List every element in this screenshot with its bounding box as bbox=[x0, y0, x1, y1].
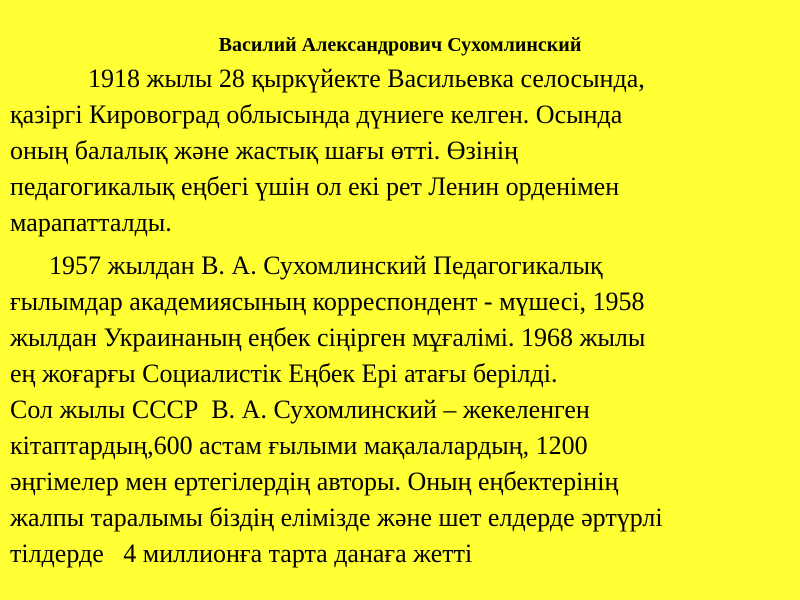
body-text-line: әңгімелер мен ертегілердің авторы. Оның еңбектерінің bbox=[10, 467, 619, 496]
body-text-line: қазіргі Кировоград облысында дүниеге келген. Осында bbox=[10, 100, 623, 129]
body-text-line: педагогикалық еңбегі үшін ол екі рет Ленин орденімен bbox=[10, 172, 620, 201]
body-text-line: оның балалық және жастық шағы өтті. Өзінің bbox=[10, 136, 519, 165]
body-text-line: марапатталды. bbox=[10, 208, 172, 237]
body-text-line: кітаптардың,600 астам ғылыми мақалалардың, 1200 bbox=[10, 431, 588, 460]
body-text-line: жылдан Украинаның еңбек сіңірген мұғалімі. 1968 жылы bbox=[10, 323, 646, 352]
body-text-line: жалпы таралымы біздің елімізде және шет елдерде әртүрлі bbox=[10, 503, 663, 532]
body-text-line: Сол жылы СССР В. А. Сухомлинский – жекеленген bbox=[10, 395, 590, 424]
body-text-line: ең жоғарғы Социалистік Еңбек Ері атағы берілді. bbox=[10, 359, 558, 388]
body-text-line: 1918 жылы 28 қыркүйекте Васильевка селосында, bbox=[10, 64, 645, 93]
body-text-line: тілдерде 4 миллионға тарта данаға жетті bbox=[10, 539, 473, 568]
body-text-line: ғылымдар академиясының корреспондент - мүшесі, 1958 bbox=[10, 287, 645, 316]
body-text-line: 1957 жылдан В. А. Сухомлинский Педагогикалық bbox=[10, 251, 603, 280]
slide-title: Василий Александрович Сухомлинский bbox=[218, 34, 582, 56]
